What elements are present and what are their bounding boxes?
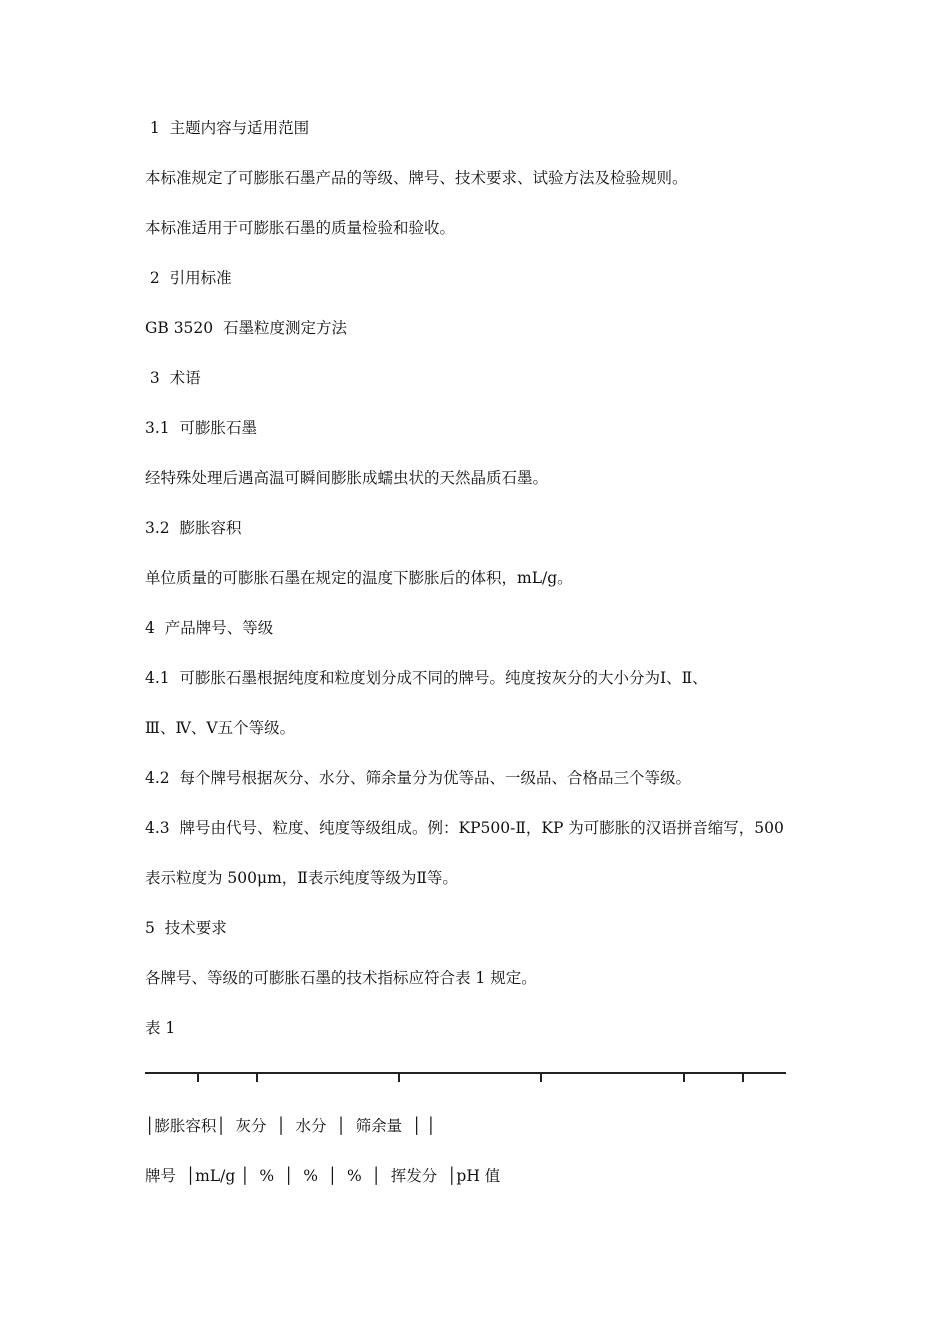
table-column-tick <box>398 1072 400 1082</box>
paragraph: 4.1 可膨胀石墨根据纯度和粒度划分成不同的牌号。纯度按灰分的大小分为Ⅰ、Ⅱ、 <box>145 669 708 687</box>
paragraph: 本标准规定了可膨胀石墨产品的等级、牌号、技术要求、试验方法及检验规则。 <box>145 169 688 187</box>
table-column-tick <box>256 1072 258 1082</box>
paragraph: 各牌号、等级的可膨胀石墨的技术指标应符合表 1 规定。 <box>145 969 537 987</box>
subsection-3-2-heading: 3.2 膨胀容积 <box>145 519 242 537</box>
table-column-tick <box>683 1072 685 1082</box>
subsection-3-1-heading: 3.1 可膨胀石墨 <box>145 419 258 437</box>
table-top-rule <box>145 1072 786 1074</box>
table-header-row: │膨胀容积│ 灰分 │ 水分 │ 筛余量 │ │ <box>145 1117 436 1135</box>
section-5-heading: 5 技术要求 <box>145 919 227 937</box>
paragraph: 表示粒度为 500μm，Ⅱ表示纯度等级为Ⅱ等。 <box>145 869 458 887</box>
table-caption: 表 1 <box>145 1019 176 1037</box>
table-column-tick <box>540 1072 542 1082</box>
paragraph: 4.3 牌号由代号、粒度、纯度等级组成。例：KP500-Ⅱ，KP 为可膨胀的汉语拼音缩写，500 <box>145 819 784 837</box>
section-2-heading: 2 引用标准 <box>145 269 232 287</box>
table-column-tick <box>742 1072 744 1082</box>
section-3-heading: 3 术语 <box>145 369 201 387</box>
paragraph: 4.2 每个牌号根据灰分、水分、筛余量分为优等品、一级品、合格品三个等级。 <box>145 769 692 787</box>
table-header-row: 牌号 │mL/g │ % │ % │ % │ 挥发分 │pH 值 <box>145 1167 501 1185</box>
paragraph: 经特殊处理后遇高温可瞬间膨胀成蠕虫状的天然晶质石墨。 <box>145 469 549 487</box>
paragraph: Ⅲ、Ⅳ、Ⅴ五个等级。 <box>145 719 296 737</box>
reference-item: GB 3520 石墨粒度测定方法 <box>145 319 348 337</box>
table-column-tick <box>197 1072 199 1082</box>
paragraph: 单位质量的可膨胀石墨在规定的温度下膨胀后的体积，mL/g。 <box>145 569 573 587</box>
section-4-heading: 4 产品牌号、等级 <box>145 619 274 637</box>
paragraph: 本标准适用于可膨胀石墨的质量检验和验收。 <box>145 219 456 237</box>
section-1-heading: 1 主题内容与适用范围 <box>145 119 310 137</box>
